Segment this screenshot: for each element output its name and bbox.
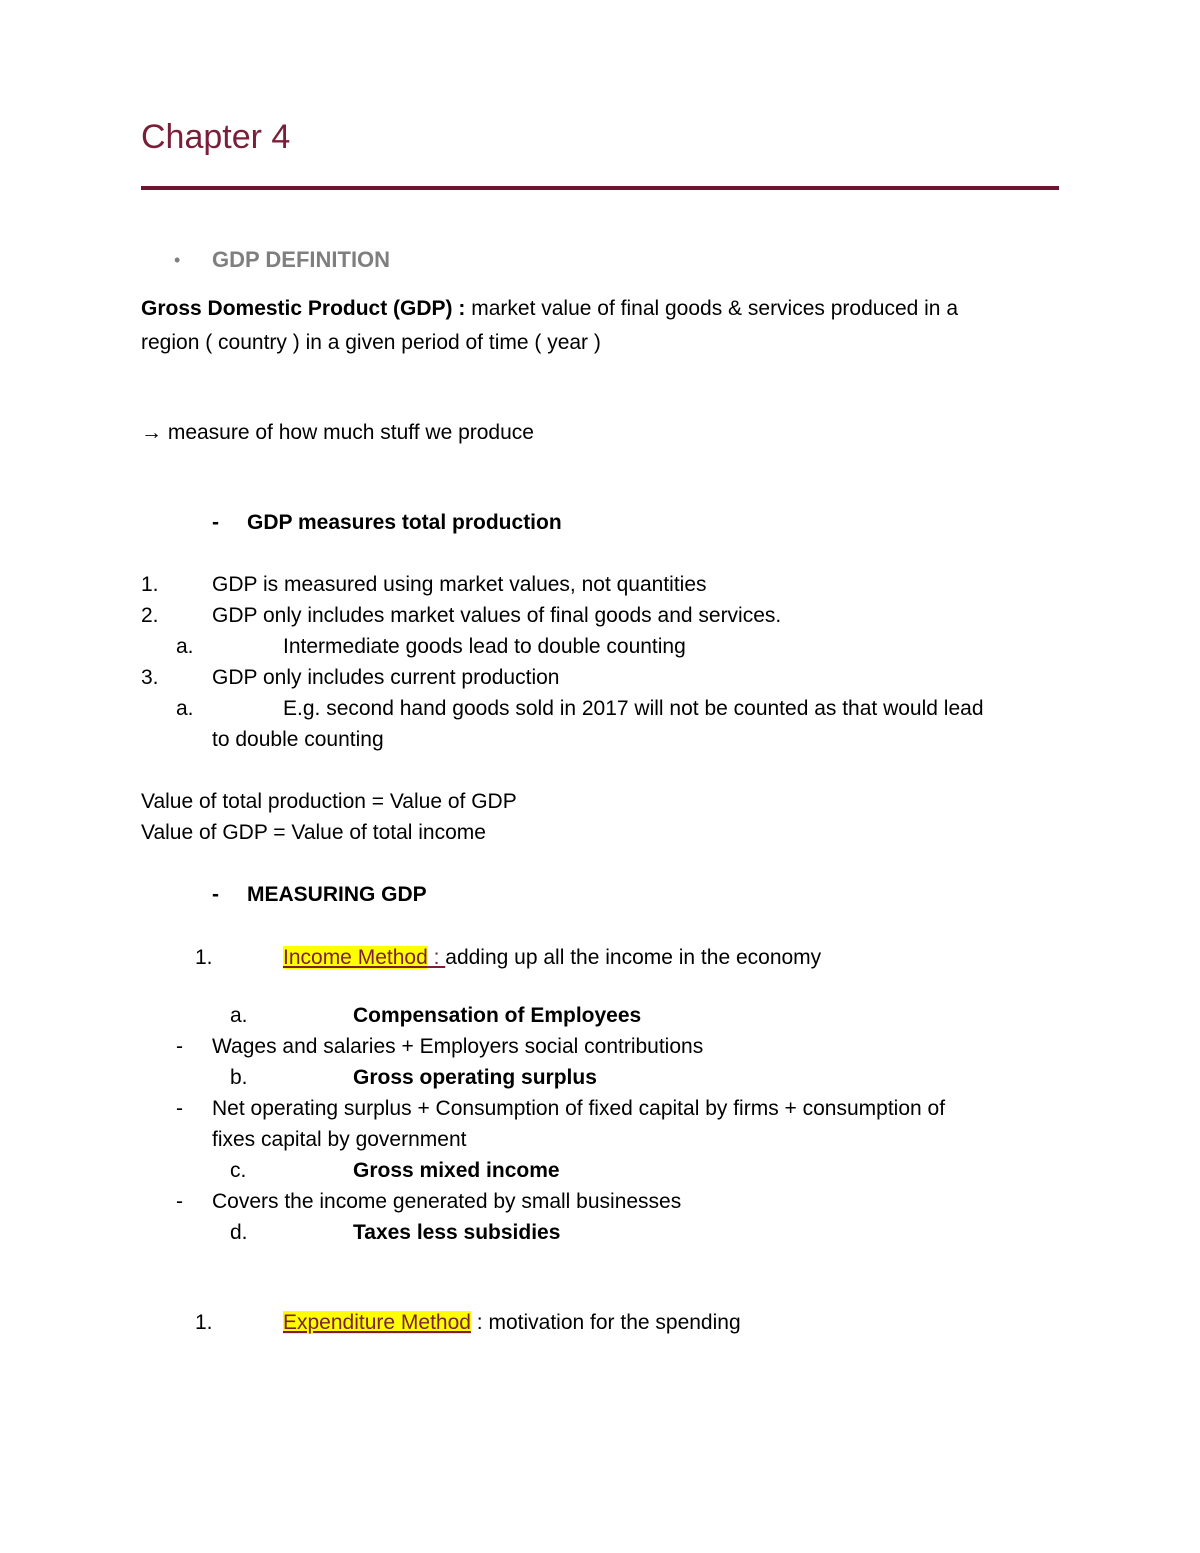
expenditure-method-line [283,1307,741,1338]
income-method-text: adding up all the income in the economy [445,946,822,969]
list-number: 3. [141,666,159,689]
bullet-icon: • [174,250,181,270]
definition-text: market value of final goods & services produced in a [471,297,958,320]
list-letter: a. [230,1004,248,1027]
equation: Value of total production = Value of GDP [141,790,517,813]
subheading-total-production: GDP measures total production [247,511,562,534]
dash-marker: - [212,883,219,906]
income-component: Gross operating surplus [353,1066,597,1089]
definition-term: Gross Domestic Product (GDP) : [141,297,466,320]
arrow-note: → measure of how much stuff we produce [141,421,534,444]
income-component: Gross mixed income [353,1159,560,1182]
subheading-measuring-gdp: MEASURING GDP [247,883,427,906]
page-title: Chapter 4 [141,118,291,156]
list-letter: c. [230,1159,247,1182]
list-number: 1. [141,573,159,596]
dash-marker: - [176,1035,183,1058]
definition-line-1 [141,293,958,324]
income-component: Compensation of Employees [353,1004,642,1027]
list-item: GDP is measured using market values, not quantities [212,573,707,596]
list-number: 1. [195,946,213,969]
list-letter: a. [176,697,194,720]
section-heading: GDP DEFINITION [212,247,391,272]
income-detail: Covers the income generated by small businesses [212,1190,682,1213]
expenditure-method-text: : motivation for the spending [470,1311,741,1334]
list-item: GDP only includes market values of final goods and services. [212,604,782,627]
income-detail: Net operating surplus + Consumption of fixed capital by firms + consumption of [212,1097,946,1120]
income-method-separator: : [427,946,446,969]
list-number: 2. [141,604,159,627]
list-letter: d. [230,1221,248,1244]
title-divider [141,186,1059,190]
dash-marker: - [176,1190,183,1213]
income-detail: Wages and salaries + Employers social contributions [212,1035,704,1058]
list-item: GDP only includes current production [212,666,560,689]
income-detail-continuation: fixes capital by government [212,1128,467,1151]
dash-marker: - [176,1097,183,1120]
equation: Value of GDP = Value of total income [141,821,486,844]
dash-marker: - [212,511,219,534]
income-component: Taxes less subsidies [353,1221,561,1244]
list-item-continuation: to double counting [212,728,384,751]
income-method-label: Income Method [283,946,428,969]
list-item: Intermediate goods lead to double counting [283,635,686,658]
list-number: 1. [195,1311,213,1334]
list-item: E.g. second hand goods sold in 2017 will not be counted as that would lead [283,697,984,720]
income-method-line [283,942,821,973]
list-letter: a. [176,635,194,658]
definition-line-2: region ( country ) in a given period of time ( year ) [141,331,601,354]
list-letter: b. [230,1066,248,1089]
expenditure-method-label: Expenditure Method [283,1311,471,1334]
